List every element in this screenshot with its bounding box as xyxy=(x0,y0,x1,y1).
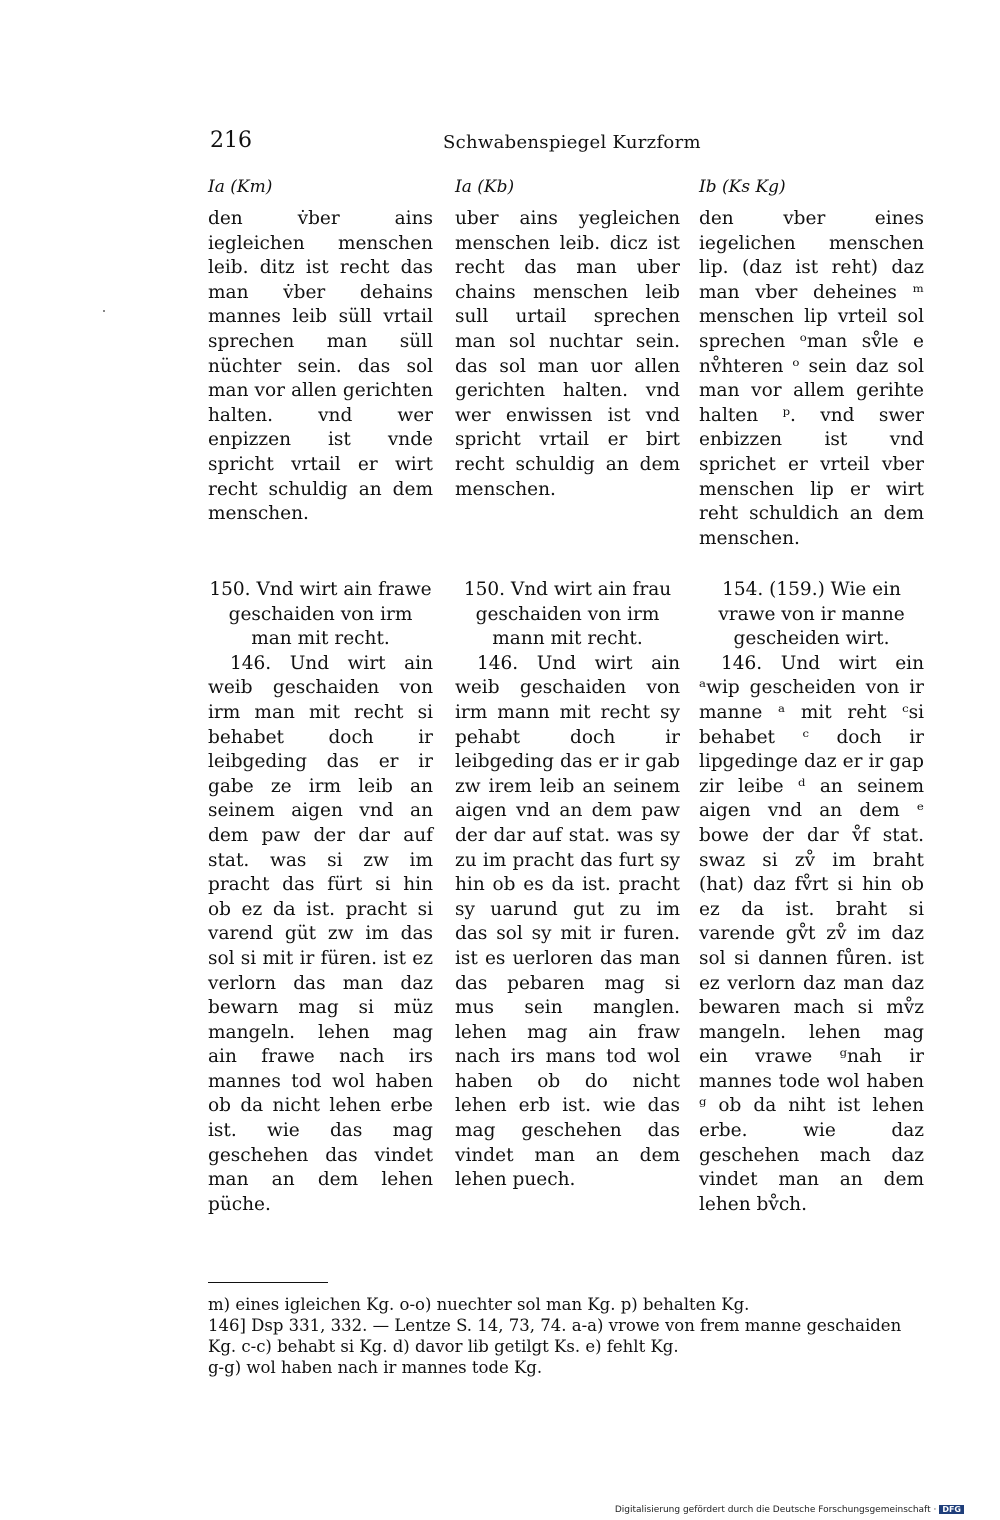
column-kb-section xyxy=(455,578,680,1193)
body-paragraph: den v̇ber ains iegleichen menschen leib. ditz ist recht das man v̇ber dehains mannes leib süll vrtail sprechen man süll nüchter sein. das sol man vor allen gerichten halten. vnd wer enpizzen ist vnde spricht vrtail er wirt recht schuldig an dem menschen. xyxy=(208,208,433,525)
footnotes xyxy=(208,1294,928,1378)
scan-speck xyxy=(103,310,105,312)
section-title: 150. Vnd wirt ain frau geschaiden von irm mann mit recht. xyxy=(463,579,672,650)
column-ks-kg-body xyxy=(699,207,924,551)
footnote-line: m) eines igleichen Kg. o-o) nuechter sol man Kg. p) behalten Kg. xyxy=(208,1295,750,1314)
column-kb-body xyxy=(455,207,680,502)
section-text: 146. Und wirt ein ᵃwip gescheiden von ir manne ᵃ mit reht ᶜsi behabet ᶜ doch ir lipgedinge daz er ir gap zir leibe ᵈ an seinem aigen vnd an dem ᵉ bowe der dar v̊f stat. swaz si zv̊ im braht (hat) daz fv̊rt si hin ob ez da ist. braht si varende gv̊t zv̊ im daz sol si dannen fůren. ist ez verlorn daz man daz bewaren mach si mv̊z mangeln. lehen mag ein vrawe ᵍnah ir mannes tode wol haben ᵍ ob da niht ist lehen erbe. wie daz geschehen mach daz vindet man an dem lehen bv̊ch. xyxy=(699,652,924,1215)
body-paragraph: uber ains yegleichen menschen leib. dicz ist recht das man uber chains menschen leib sull urtail sprechen man sol nuchtar sein. das sol man uor allen gerichten halten. vnd wer enwissen ist vnd spricht vrtail er birt recht schuldig an dem menschen. xyxy=(455,208,680,500)
section-text: 146. Und wirt ain weib geschaiden von irm man mit recht si behabet doch ir leibgeding das er ir gabe ze irm leib an seinem aigen vnd an dem paw der dar auf stat. was si zw im pracht das fürt si hin ob ez da ist. pracht si varend güt zw im das sol si mit ir füren. ist ez verlorn das man daz bewarn mag si müz mangeln. lehen mag ain frawe nach irs mannes tod wol haben ob da nicht lehen erbe ist. wie das mag geschehen das vindet man an dem lehen püche. xyxy=(208,652,433,1215)
column-km-body xyxy=(208,207,433,527)
section-title: 154. (159.) Wie ein vrawe von ir manne gescheiden wirt. xyxy=(718,579,905,650)
footnote-line: g-g) wol haben nach ir mannes tode Kg. xyxy=(208,1358,543,1377)
funding-credit xyxy=(615,1505,964,1515)
funding-credit-text: Digitalisierung gefördert durch die Deutsche Forschungsgemeinschaft · xyxy=(614,1505,937,1515)
dfg-logo: DFG xyxy=(939,1505,964,1514)
section-text: 146. Und wirt ain weib geschaiden von irm mann mit recht sy pehabt doch ir leibgeding das er ir gab zw irem leib an seinem aigen vnd an dem paw der dar auf stat. was sy zu im pracht das furt sy hin ob es da ist. pracht sy uarund gut zu im das sol sy mit ir furen. ist es uerloren das man das pebaren mag si mus sein manglen. lehen mag ain fraw nach irs mans tod wol haben ob do nicht lehen erb ist. wie das mag geschehen das vindet man an dem lehen puech. xyxy=(455,652,680,1191)
page-number: 216 xyxy=(210,128,252,153)
footnote-rule xyxy=(208,1282,328,1283)
running-head: Schwabenspiegel Kurzform xyxy=(443,132,701,153)
section-title: 150. Vnd wirt ain frawe geschaiden von irm man mit recht. xyxy=(209,579,432,650)
column-heading-ks-kg: Ib (Ks Kg) xyxy=(699,177,786,197)
column-km-section xyxy=(208,578,433,1217)
body-paragraph: den vber eines iegelichen menschen lip. (daz ist reht) daz man vber deheines ᵐ menschen lip vrteil sol sprechen ᵒman sv̊le e nv̊hteren ᵒ sein daz sol man vor allem gerihte halten ᵖ. vnd swer enbizzen ist vnd sprichet er vrteil vber menschen lip er wirt reht schuldich an dem menschen. xyxy=(699,208,924,549)
footnote-line: 146] Dsp 331, 332. — Lentze S. 14, 73, 74. a-a) vrowe von frem manne geschaiden Kg. c-c) behabt si Kg. d) davor lib getilgt Ks. e) fehlt Kg. xyxy=(208,1316,902,1356)
column-heading-km: Ia (Km) xyxy=(208,177,273,197)
column-ks-kg-section xyxy=(699,578,924,1217)
column-heading-kb: Ia (Kb) xyxy=(455,177,515,197)
